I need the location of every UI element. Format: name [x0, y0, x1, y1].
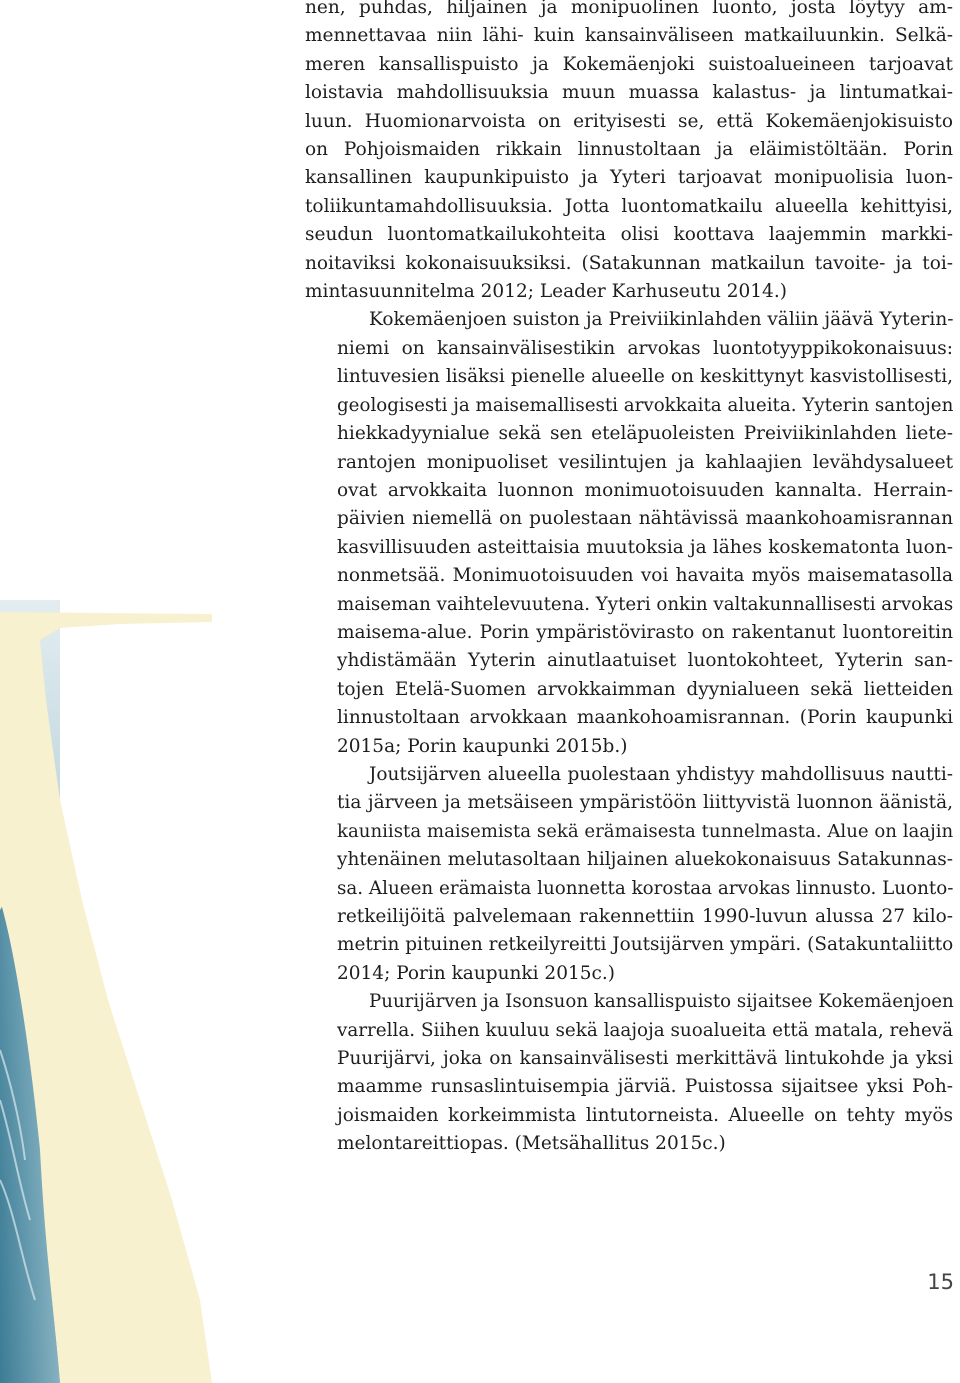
- text-line: tia järveen ja metsäiseen ympäristöön liittyvistä luonnon äänistä,: [337, 792, 953, 814]
- text-line: varrella. Siihen kuuluu sekä laajoja suoalueita että matala, rehevä: [337, 1019, 954, 1041]
- text-line: nen, puhdas, hiljainen ja monipuolinen luonto, josta löytyy am-: [305, 0, 953, 18]
- text-line: nonmetsää. Monimuotoisuuden voi havaita myös maisematasolla: [337, 565, 953, 587]
- text-line: melontareittiopas. (Metsähallitus 2015c.): [337, 1133, 726, 1155]
- text-line: Puurijärvi, joka on kansainvälisesti merkittävä lintukohde ja yksi: [337, 1048, 953, 1070]
- text-line: maiseman vaihtelevuutena. Yyteri onkin valtakunnallisesti arvokas: [337, 593, 954, 615]
- text-line: Kokemäenjoen suiston ja Preiviikinlahden väliin jäävä Yyterin-: [369, 309, 954, 331]
- text-line: niemi on kansainvälisestikin arvokas luontotyyppikokonaisuus:: [337, 337, 953, 359]
- text-line: yhdistämään Yyterin ainutlaatuiset luontokohteet, Yyterin san-: [337, 650, 953, 672]
- body-text: [305, 0, 953, 1159]
- text-line: kauniista maisemista sekä erämaisesta tunnelmasta. Alue on laajin: [337, 820, 954, 842]
- text-line: mennettavaa niin lähi- kuin kansainväliseen matkailuunkin. Selkä-: [305, 25, 953, 47]
- paragraph-2: [305, 306, 953, 761]
- text-line: toliikuntamahdollisuuksia. Jotta luontomatkailu alueella kehittyisi,: [305, 195, 953, 217]
- text-line: Joutsijärven alueella puolestaan yhdistyy mahdollisuus nautti-: [369, 763, 953, 785]
- text-line: 2015a; Porin kaupunki 2015b.): [337, 735, 628, 757]
- background-photo-strip: [0, 0, 240, 1383]
- text-line: päivien niemellä on puolestaan nähtävissä maankohoamisrannan: [337, 508, 953, 530]
- text-line: metrin pituinen retkeilyreitti Joutsijärven ympäri. (Satakuntaliitto: [337, 934, 954, 956]
- text-line: yhtenäinen melutasoltaan hiljainen aluekokonaisuus Satakunnas-: [337, 849, 953, 871]
- text-line: 2014; Porin kaupunki 2015c.): [337, 962, 615, 984]
- text-line: maisema-alue. Porin ympäristövirasto on rakentanut luontoreitin: [337, 621, 953, 643]
- paragraph-1: [305, 0, 953, 306]
- paragraph-3: [305, 761, 953, 988]
- text-line: retkeilijöitä palvelemaan rakennettiin 1990-luvun alussa 27 kilo-: [337, 906, 953, 927]
- text-line: noitaviksi kokonaisuuksiksi. (Satakunnan matkailun tavoite- ja toi-: [305, 252, 953, 274]
- text-line: lintuvesien lisäksi pienelle alueelle on keskittynyt kasvistollisesti,: [337, 366, 953, 388]
- paragraph-4: [305, 988, 953, 1158]
- text-line: on Pohjoismaiden rikkain linnustoltaan ja eläimistöltään. Porin: [305, 139, 953, 161]
- text-line: joismaiden korkeimmista lintutorneista. Alueelle on tehty myös: [337, 1104, 953, 1126]
- text-line: Puurijärven ja Isonsuon kansallispuisto sijaitsee Kokemäenjoen: [369, 991, 954, 1013]
- text-line: kansallinen kaupunkipuisto ja Yyteri tarjoavat monipuolisia luon-: [305, 167, 953, 189]
- text-line: sa. Alueen erämaista luonnetta korostaa arvokas linnusto. Luonto-: [337, 877, 954, 899]
- text-line: ovat arvokkaita luonnon monimuotoisuuden kannalta. Herrain-: [337, 479, 953, 501]
- page-number: 15: [927, 1270, 954, 1294]
- text-line: linnustoltaan arvokkaan maankohoamisrannan. (Porin kaupunki: [337, 707, 953, 729]
- text-line: rantojen monipuoliset vesilintujen ja kahlaajien levähdysalueet: [337, 451, 953, 473]
- text-line: loistavia mahdollisuuksia muun muassa kalastus- ja lintumatkai-: [305, 82, 953, 104]
- text-line: tojen Etelä-Suomen arvokkaimman dyynialueen sekä lietteiden: [337, 678, 953, 700]
- text-line: kasvillisuuden asteittaisia muutoksia ja lähes koskematonta luon-: [337, 536, 953, 558]
- text-line: luun. Huomionarvoista on erityisesti se, että Kokemäenjokisuisto: [305, 110, 953, 132]
- text-line: mintasuunnitelma 2012; Leader Karhuseutu 2014.): [305, 281, 787, 303]
- text-line: meren kansallispuisto ja Kokemäenjoki suistoalueineen tarjoavat: [305, 53, 953, 75]
- text-line: seudun luontomatkailukohteita olisi koottava laajemmin markki-: [305, 224, 953, 246]
- text-line: geologisesti ja maisemallisesti arvokkaita alueita. Yyterin santojen: [337, 394, 954, 416]
- text-line: hiekkadyynialue sekä sen eteläpuoleisten Preiviikinlahden liete-: [337, 423, 953, 445]
- text-line: maamme runsaslintuisempia järviä. Puistossa sijaitsee yksi Poh-: [337, 1076, 953, 1098]
